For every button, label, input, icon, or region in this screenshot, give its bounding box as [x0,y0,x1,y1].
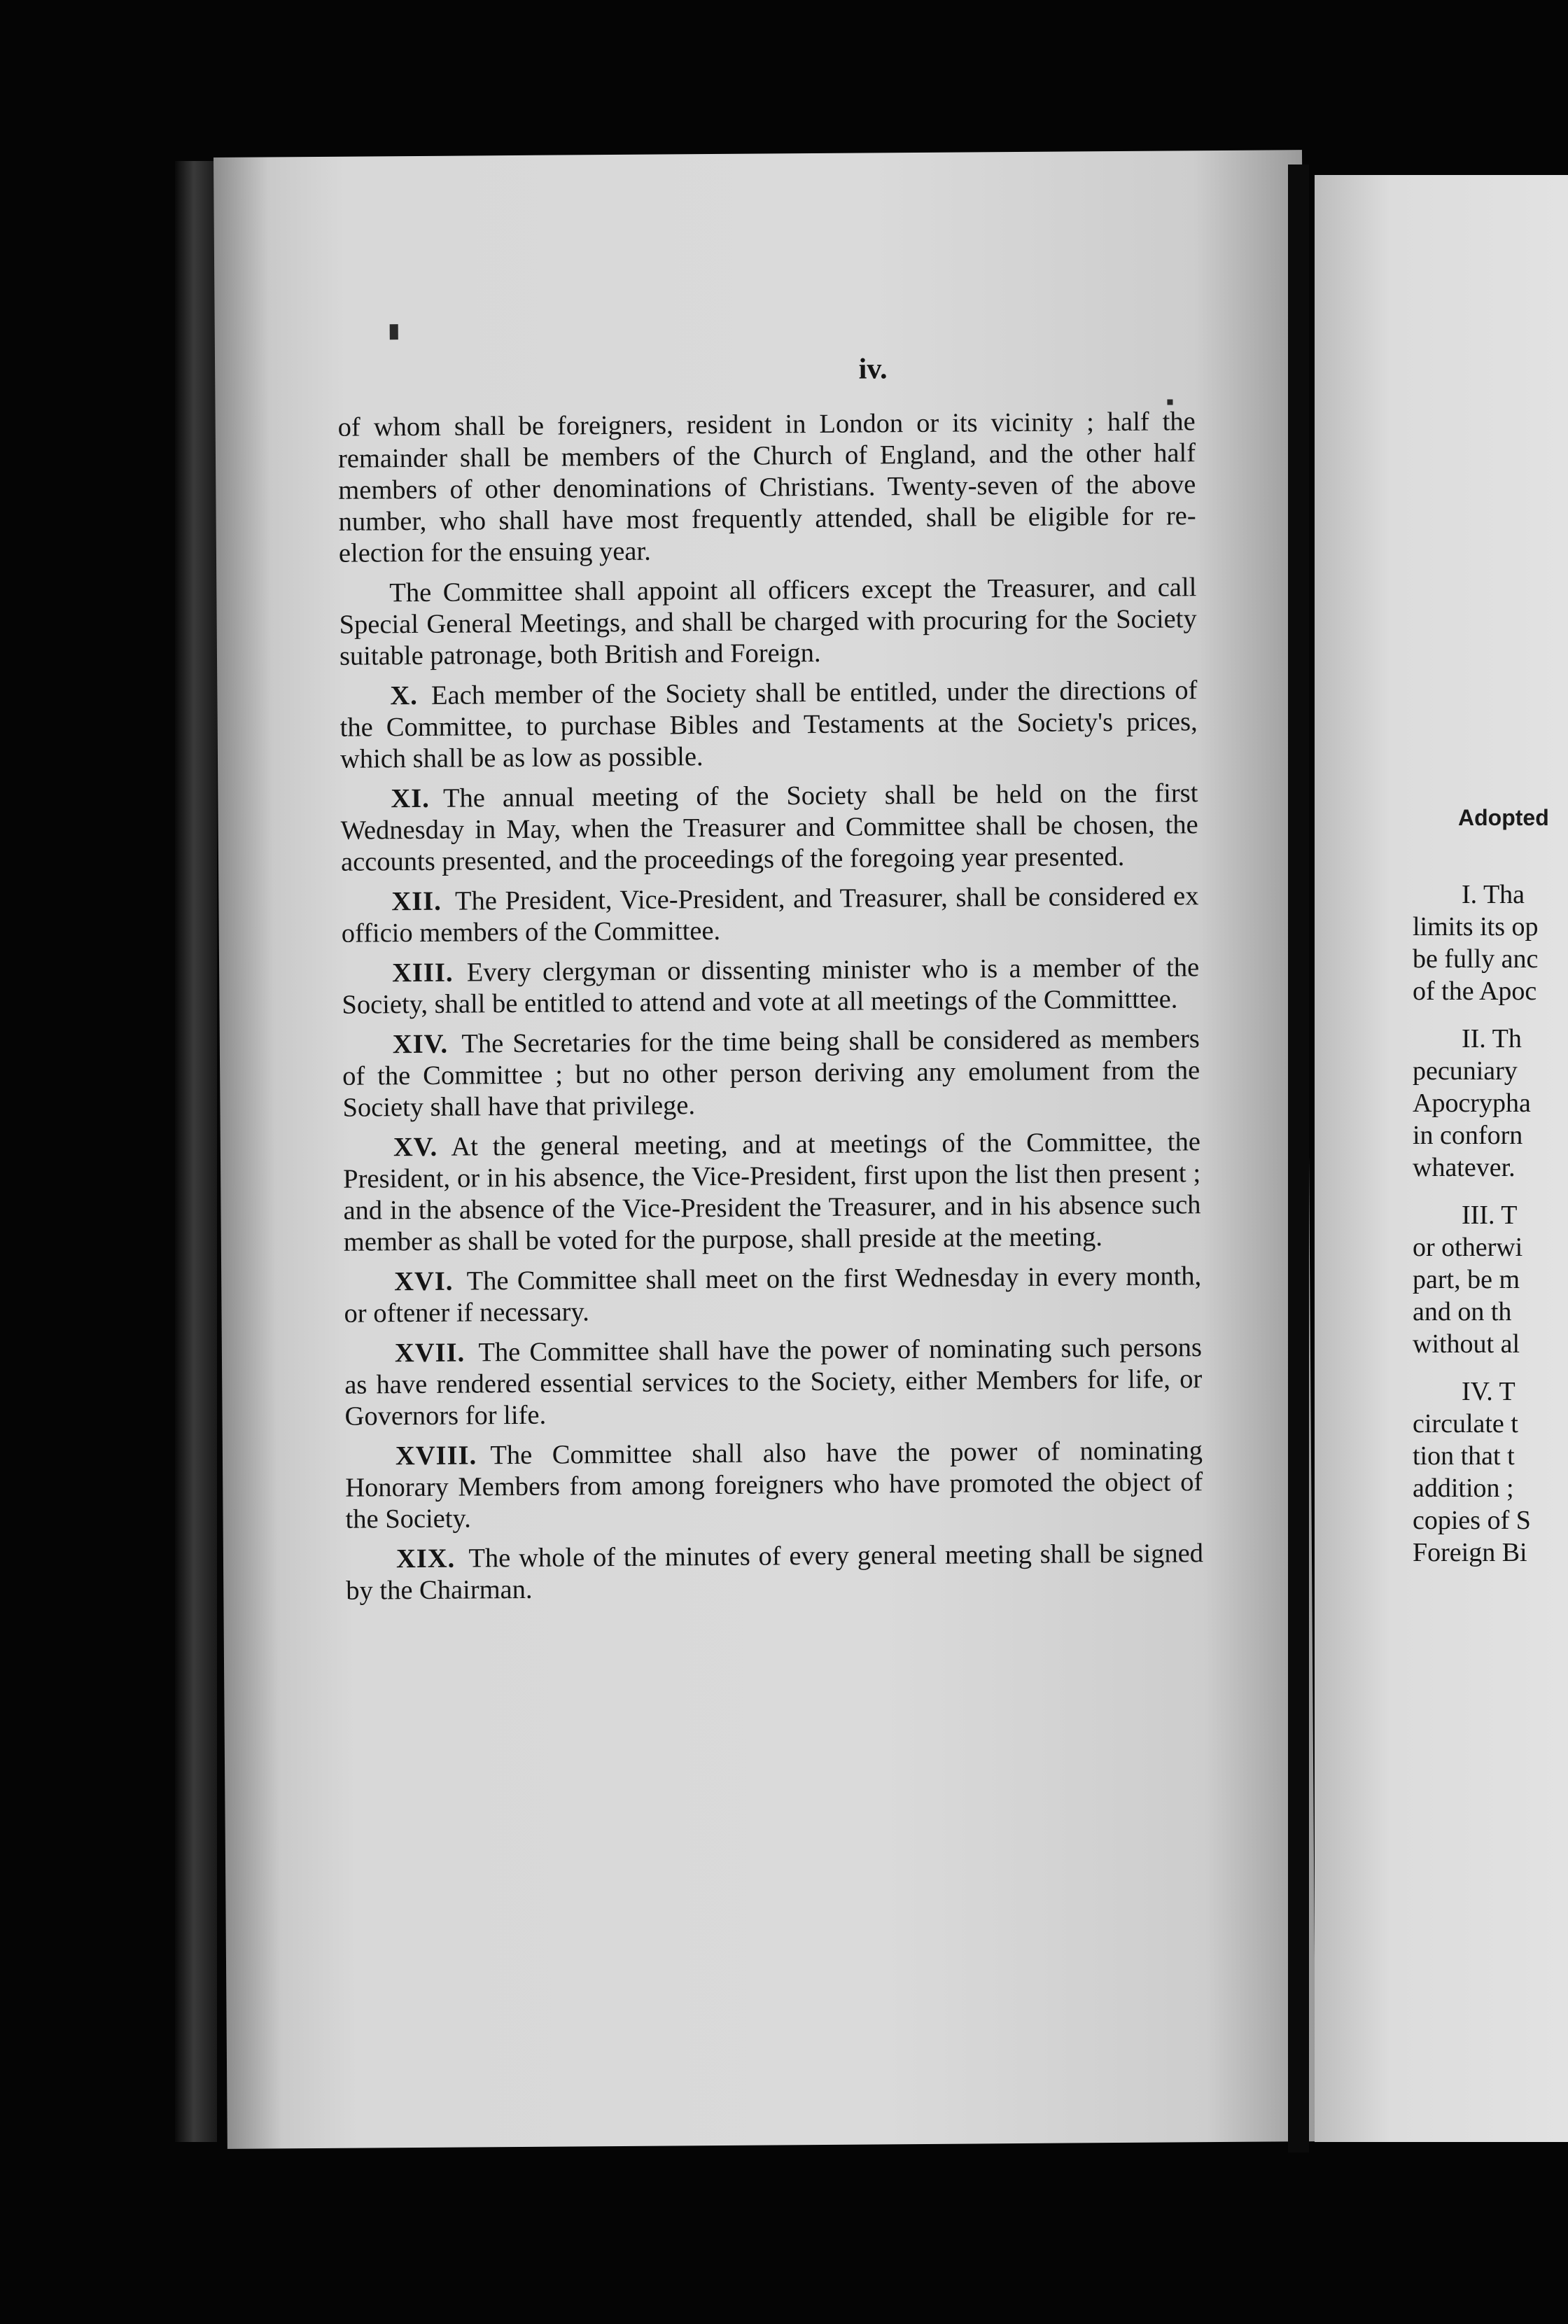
right-page-line: circulate t [1413,1409,1518,1438]
right-page-line: IV. T [1462,1377,1516,1406]
right-page-body [1413,878,1568,1569]
ink-speck [390,324,398,340]
rule-text: The President, Vice-President, and Treasurer, shall be considered ex officio members of the Committee. [341,881,1199,948]
right-page-line: limits its op [1413,912,1539,941]
left-page-body [338,406,1204,1616]
book-spine [175,161,217,2142]
ink-speck [1167,399,1172,405]
page-number: iv. [858,353,888,386]
rule-text: The annual meeting of the Society shall be held on the first Wednesday in May, when the Treasurer and Committee shall be chosen, the accounts presented, and the proceedings of the foregoing year presented. [340,778,1198,877]
rule-number: XIX. [396,1544,456,1574]
right-page-line: whatever. [1413,1153,1516,1182]
rule-text: of whom shall be foreigners, resident in London or its vicinity ; half the remainder shall be members of the Church of England, and the other half members of other denominations of Christians. Twenty-seven of the above number, who shall have most frequently attended, shall be eligible for re-election for the ensuing year. [337,407,1196,568]
rule-number: XVIII. [395,1441,477,1471]
rule-paragraph [342,1023,1200,1124]
rule-number: XV. [393,1132,438,1163]
right-page-line: Apocrypha [1413,1088,1531,1118]
rule-text: The Committee shall have the power of nominating such persons as have rendered essential services to the Society, either Members for life, or Governors for life. [344,1333,1203,1432]
rule-paragraph [344,1261,1202,1330]
rule-number: XIII. [391,958,454,988]
right-page-line: be fully anc [1413,944,1539,974]
right-page-line: copies of S [1413,1506,1531,1535]
rule-paragraph [340,778,1198,878]
rule-text: Every clergyman or dissenting minister who is a member of the Society, shall be entitled to attend and vote at all meetings of the Committtee. [342,953,1200,1020]
rule-paragraph [338,406,1197,570]
right-page-line: in conforn [1413,1121,1523,1150]
rule-paragraph [343,1126,1201,1259]
right-page [1315,175,1568,2142]
right-page-line: II. Th [1462,1024,1522,1054]
rule-number: XVI. [394,1266,454,1297]
rule-paragraph [340,675,1198,776]
rule-number: XII. [391,886,442,917]
right-page-line: and on th [1413,1297,1512,1326]
line-gap [1413,1184,1568,1199]
rule-paragraph [339,572,1197,673]
rule-text: The Secretaries for the time being shall be considered as members of the Committee ; but no other person deriving any emolument from the Society shall have that privilege. [342,1024,1200,1123]
right-page-line: or otherwi [1413,1233,1523,1262]
rule-number: XI. [391,783,430,814]
rule-paragraph [344,1332,1203,1433]
rule-text: The whole of the minutes of every general meeting shall be signed by the Chairman. [346,1539,1204,1606]
right-page-line: of the Apoc [1413,976,1537,1006]
right-page-line: III. T [1462,1200,1518,1230]
right-page-line: I. Tha [1462,880,1525,909]
page-gutter [1288,164,1309,2152]
right-page-line: part, be m [1413,1265,1520,1294]
rule-paragraph [341,881,1199,950]
rule-text: The Committee shall meet on the first Wednesday in every month, or oftener if necessary. [344,1261,1202,1329]
right-page-line: addition ; [1413,1474,1514,1503]
rule-text: The Committee shall also have the power of nominating Honorary Members from among foreigners who have promoted the object of the Society. [345,1436,1203,1534]
left-page [214,150,1316,2149]
line-gap [1413,1007,1568,1023]
rule-text: The Committee shall appoint all officers except the Treasurer, and call Special General Meetings, and shall be charged with procuring for the Society suitable patronage, both British and Foreign. [339,573,1197,671]
rule-paragraph [346,1538,1204,1607]
right-page-line: without al [1413,1329,1520,1359]
rule-paragraph [342,952,1200,1021]
right-page-line: Foreign Bi [1413,1538,1527,1567]
rule-number: XVII. [394,1338,465,1368]
rule-text: Each member of the Society shall be entitled, under the directions of the Committee, to purchase Bibles and Testaments at the Society's prices, which shall be as low as possible. [340,676,1198,774]
rule-number: XIV. [392,1029,449,1060]
right-page-line: tion that t [1413,1441,1515,1471]
line-gap [1413,1360,1568,1376]
right-page-line: pecuniary [1413,1056,1518,1086]
rule-text: At the general meeting, and at meetings of the Committee, the President, or in his absence, the Vice-President, first upon the list then present ; and in the absence of the Vice-President the Treasurer, and in his absence such member as shall be voted for the purpose, shall preside at the meeting. [343,1127,1201,1257]
rule-number: X. [390,680,418,711]
right-page-heading: Adopted [1458,805,1549,830]
rule-paragraph [345,1435,1203,1536]
